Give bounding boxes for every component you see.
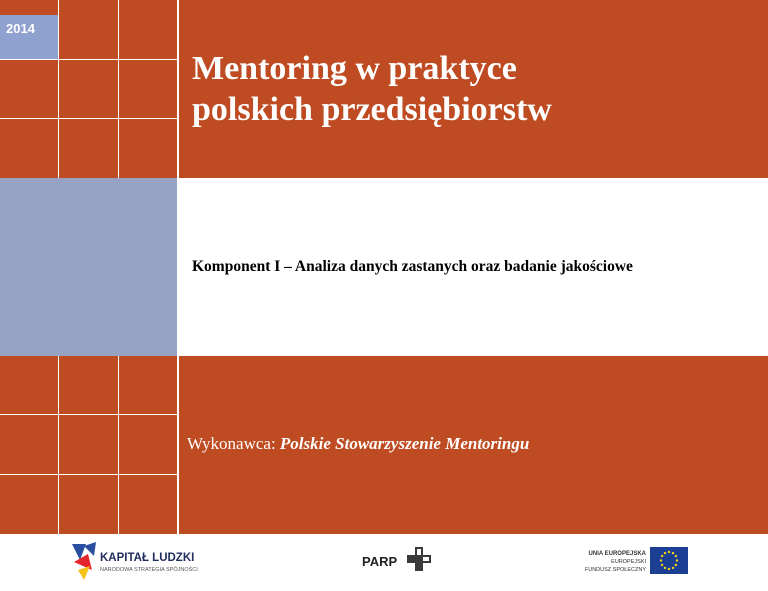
contractor-line [187, 434, 529, 454]
parp-icon [406, 546, 432, 572]
ue-line-2: EUROPEJSKI [611, 559, 646, 565]
ue-logo [572, 540, 692, 584]
title-line-1: Mentoring w praktyce [192, 50, 517, 87]
year-badge: 2014 [0, 15, 58, 59]
grid-line [118, 0, 119, 178]
eu-flag-icon [650, 547, 688, 574]
grid-line [118, 356, 119, 534]
parp-logo [362, 540, 442, 584]
grid-line [0, 59, 178, 60]
contractor-label: Wykonawca: [187, 434, 276, 453]
grid-line [0, 474, 178, 475]
ue-text [585, 550, 646, 574]
side-panel [0, 178, 178, 356]
grid-line [0, 118, 178, 119]
title-line-2: polskich przedsiębiorstw [192, 91, 552, 128]
grid-line [177, 0, 179, 534]
kapital-ludzki-title: KAPITAŁ LUDZKI [100, 552, 195, 564]
kapital-ludzki-subtitle: NARODOWA STRATEGIA SPÓJNOŚCI [100, 567, 198, 573]
grid-line [0, 414, 178, 415]
ue-line-3: FUNDUSZ SPOŁECZNY [584, 567, 646, 573]
parp-label: PARP [362, 554, 398, 569]
page-title [192, 48, 552, 130]
ue-line-1: UNIA EUROPEJSKA [588, 551, 646, 557]
kapital-ludzki-icon [70, 540, 98, 580]
contractor-name: Polskie Stowarzyszenie Mentoringu [279, 434, 530, 453]
footer-logos [0, 534, 768, 591]
grid-line [58, 356, 59, 534]
kapital-ludzki-logo [70, 540, 210, 584]
component-subtitle: Komponent I – Analiza danych zastanych oraz badanie jakościowe [192, 258, 633, 275]
grid-line [58, 0, 59, 178]
